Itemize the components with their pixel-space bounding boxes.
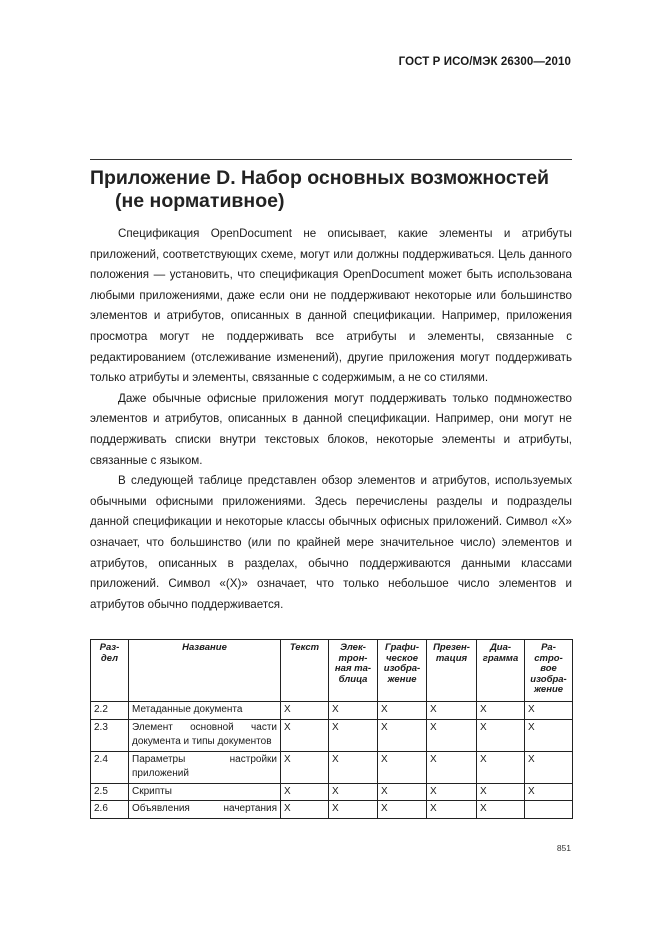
cell-section: 2.4 (91, 751, 129, 783)
cell-section: 2.5 (91, 783, 129, 801)
cell-name: Объявления начертания (129, 801, 281, 819)
header-drawing: Графи- ческое изобра- жение (378, 640, 427, 702)
cell-image: X (525, 702, 573, 720)
cell-drawing: X (378, 751, 427, 783)
cell-drawing: X (378, 702, 427, 720)
cell-text: X (281, 751, 329, 783)
table-row (91, 783, 573, 801)
cell-name: Параметры настройки приложений (129, 751, 281, 783)
page-number: 851 (556, 843, 571, 853)
cell-drawing: X (378, 783, 427, 801)
cell-spreadsheet: X (329, 719, 378, 751)
table-header-row (91, 640, 573, 702)
header-section: Раз- дел (91, 640, 129, 702)
body-text (90, 224, 572, 615)
header-image: Ра- стро- вое изобра- жение (525, 640, 573, 702)
paragraph: Даже обычные офисные приложения могут поддерживать только подмножество элементов и атрибутов, описанных в данной спецификации. Например, они могут не поддерживать списки внутри текстовых блоков, некоторые элементы и атрибуты, связанные с языком. (90, 391, 572, 467)
header-name: Название (129, 640, 281, 702)
header-presentation: Презен- тация (427, 640, 477, 702)
cell-presentation: X (427, 783, 477, 801)
table-row (91, 702, 573, 720)
table-row (91, 751, 573, 783)
cell-chart: X (477, 719, 525, 751)
cell-section: 2.6 (91, 801, 129, 819)
table-row (91, 719, 573, 751)
header-spreadsheet: Элек- трон- ная та- блица (329, 640, 378, 702)
cell-section: 2.2 (91, 702, 129, 720)
cell-spreadsheet: X (329, 702, 378, 720)
table-row (91, 801, 573, 819)
paragraph: В следующей таблице представлен обзор элементов и атрибутов, используемых обычными офисными приложениями. Здесь перечислены разделы и подразделы данной спецификации и некоторые классы обычных офисных приложений. Символ «X» означает, что большинство (или по крайней мере значительное число) элементов и атрибутов, описанных в разделах, обычно поддерживаются данными классами приложений. Символ «(X)» означает, что только небольшое число элементов и атрибутов обычно поддерживается. (90, 474, 572, 611)
cell-chart: X (477, 801, 525, 819)
cell-name: Элемент основной части документа и типы документов (129, 719, 281, 751)
cell-spreadsheet: X (329, 783, 378, 801)
cell-presentation: X (427, 751, 477, 783)
title-rule (90, 159, 572, 160)
cell-image: X (525, 751, 573, 783)
cell-image: X (525, 719, 573, 751)
cell-presentation: X (427, 719, 477, 751)
cell-text: X (281, 719, 329, 751)
cell-drawing: X (378, 801, 427, 819)
cell-spreadsheet: X (329, 751, 378, 783)
appendix-title (90, 167, 580, 213)
cell-spreadsheet: X (329, 801, 378, 819)
cell-text: X (281, 783, 329, 801)
appendix-title-line1: Приложение D. Набор основных возможностей (90, 167, 550, 189)
cell-presentation: X (427, 702, 477, 720)
cell-name: Скрипты (129, 783, 281, 801)
cell-name: Метаданные документа (129, 702, 281, 720)
cell-chart: X (477, 702, 525, 720)
feature-support-table (90, 639, 573, 819)
cell-drawing: X (378, 719, 427, 751)
cell-presentation: X (427, 801, 477, 819)
cell-text: X (281, 801, 329, 819)
cell-chart: X (477, 783, 525, 801)
paragraph: Спецификация OpenDocument не описывает, какие элементы и атрибуты приложений, соответствующих схеме, могут или должны поддерживаться. Цель данного положения — установить, что спецификация OpenDocument может быть использована любыми приложениями, даже если они не поддерживают некоторые или большинство элементов и атрибутов, описанных в данной спецификации. Например, приложения просмотра могут не поддерживать все атрибуты и элементы, связанные с редактированием (отслеживание изменений), другие приложения могут поддерживать только атрибуты и элементы, связанные с содержимым, а не со стилями. (90, 227, 572, 385)
header-chart: Диа- грамма (477, 640, 525, 702)
cell-text: X (281, 702, 329, 720)
cell-image: X (525, 783, 573, 801)
cell-image (525, 801, 573, 819)
cell-chart: X (477, 751, 525, 783)
appendix-title-line2: (не нормативное) (115, 190, 285, 212)
cell-section: 2.3 (91, 719, 129, 751)
standard-code-header: ГОСТ Р ИСО/МЭК 26300—2010 (398, 56, 571, 68)
header-text: Текст (281, 640, 329, 702)
